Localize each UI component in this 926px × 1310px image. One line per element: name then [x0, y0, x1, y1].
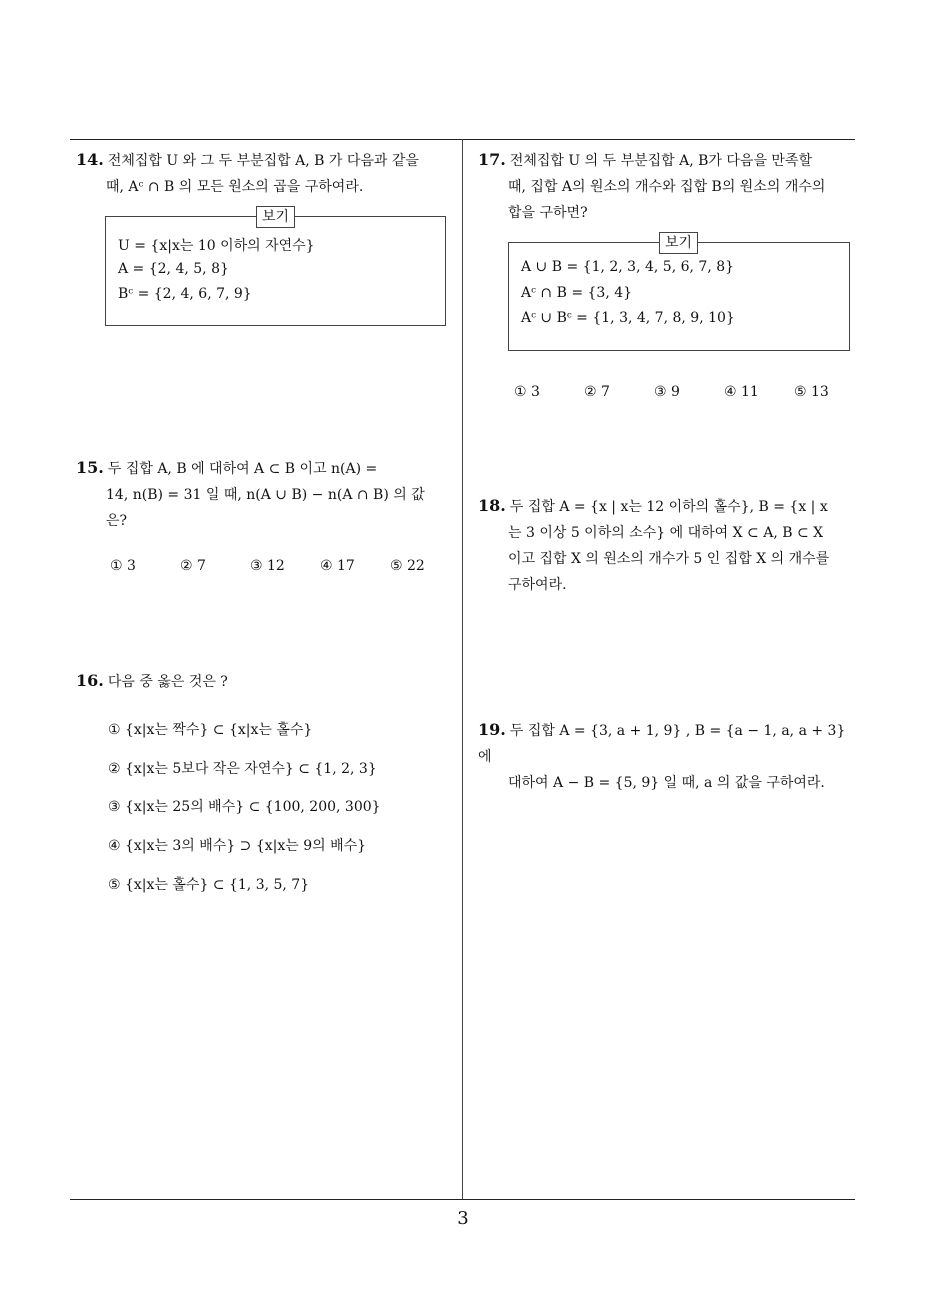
bogi-title: 보기 — [659, 232, 698, 254]
problem-18-line4: 구하여라. — [508, 577, 567, 593]
bogi-line: Aᶜ ∪ Bᶜ = {1, 3, 4, 7, 8, 9, 10} — [521, 310, 735, 326]
problem-number: 14. — [76, 150, 104, 169]
problem-18-line2: 는 3 이상 5 이하의 소수} 에 대하여 X ⊂ A, B ⊂ X — [508, 525, 824, 541]
choice-2[interactable]: ② 7 — [584, 384, 610, 400]
problem-number: 19. — [478, 720, 506, 739]
problem-19-line2: 대하여 A − B = {5, 9} 일 때, a 의 값을 구하여라. — [508, 775, 825, 791]
problem-19 — [478, 717, 860, 796]
option-4[interactable]: ④ {x|x는 3의 배수} ⊃ {x|x는 9의 배수} — [108, 838, 367, 854]
problem-number: 18. — [478, 496, 506, 515]
problem-16 — [76, 668, 458, 695]
option-2[interactable]: ② {x|x는 5보다 작은 자연수} ⊂ {1, 2, 3} — [108, 761, 377, 777]
problem-19-line1 — [478, 717, 860, 770]
problem-15-line2: 14, n(B) = 31 일 때, n(A ∪ B) − n(A ∩ B) 의 값 — [106, 487, 425, 503]
problem-18-line1 — [478, 493, 860, 520]
problem-text: 두 집합 A = {x | x는 12 이하의 홀수}, B = {x | x — [509, 499, 828, 515]
problem-17 — [478, 147, 860, 226]
problem-text: 전체집합 U 와 그 두 부분집합 A, B 가 다음과 같을 — [107, 153, 419, 169]
bogi-line: Bᶜ = {2, 4, 6, 7, 9} — [118, 286, 252, 302]
choice-5[interactable]: ⑤ 22 — [390, 558, 425, 574]
problem-15-line3: 은? — [106, 513, 128, 529]
problem-17-line1 — [478, 147, 860, 174]
option-1[interactable]: ① {x|x는 짝수} ⊂ {x|x는 홀수} — [108, 722, 313, 738]
bogi-box-17 — [508, 235, 850, 351]
bogi-line: U = {x|x는 10 이하의 자연수} — [118, 238, 315, 254]
problem-text: 두 집합 A, B 에 대하여 A ⊂ B 이고 n(A) = — [107, 461, 378, 477]
bogi-line: Aᶜ ∩ B = {3, 4} — [521, 285, 633, 301]
choice-3[interactable]: ③ 9 — [654, 384, 680, 400]
problem-14 — [76, 147, 458, 200]
bottom-rule — [70, 1199, 855, 1200]
problem-15 — [76, 455, 458, 534]
bogi-title: 보기 — [256, 206, 295, 228]
choice-5[interactable]: ⑤ 13 — [794, 384, 829, 400]
problem-17-line2: 때, 집합 A의 원소의 개수와 집합 B의 원소의 개수의 — [508, 179, 826, 195]
page-number: 3 — [457, 1208, 469, 1229]
problem-text: 전체집합 U 의 두 부분집합 A, B가 다음을 만족할 — [509, 153, 812, 169]
problem-15-line1 — [76, 455, 458, 482]
option-3[interactable]: ③ {x|x는 25의 배수} ⊂ {100, 200, 300} — [108, 799, 381, 815]
problem-number: 15. — [76, 458, 104, 477]
problem-text: 두 집합 A = {3, a + 1, 9} , B = {a − 1, a, a + 3} 에 — [478, 723, 846, 765]
bogi-line: A = {2, 4, 5, 8} — [118, 261, 229, 277]
option-5[interactable]: ⑤ {x|x는 홀수} ⊂ {1, 3, 5, 7} — [108, 877, 310, 893]
problem-18 — [478, 493, 860, 598]
problem-number: 16. — [76, 671, 104, 690]
problem-16-line1 — [76, 668, 458, 695]
choice-3[interactable]: ③ 12 — [250, 558, 285, 574]
problem-14-line2: 때, Aᶜ ∩ B 의 모든 원소의 곱을 구하여라. — [106, 179, 364, 195]
choice-1[interactable]: ① 3 — [110, 558, 136, 574]
choice-4[interactable]: ④ 17 — [320, 558, 355, 574]
choice-4[interactable]: ④ 11 — [724, 384, 759, 400]
choice-2[interactable]: ② 7 — [180, 558, 206, 574]
problem-number: 17. — [478, 150, 506, 169]
choice-1[interactable]: ① 3 — [514, 384, 540, 400]
problem-text: 다음 중 옳은 것은 ? — [107, 674, 228, 690]
bogi-line: A ∪ B = {1, 2, 3, 4, 5, 6, 7, 8} — [521, 259, 735, 275]
bogi-box-14 — [105, 209, 446, 326]
problem-18-line3: 이고 집합 X 의 원소의 개수가 5 인 집합 X 의 개수를 — [508, 551, 830, 567]
problem-17-line3: 합을 구하면? — [508, 205, 588, 221]
column-divider — [462, 139, 463, 1199]
problem-14-line1 — [76, 147, 458, 174]
